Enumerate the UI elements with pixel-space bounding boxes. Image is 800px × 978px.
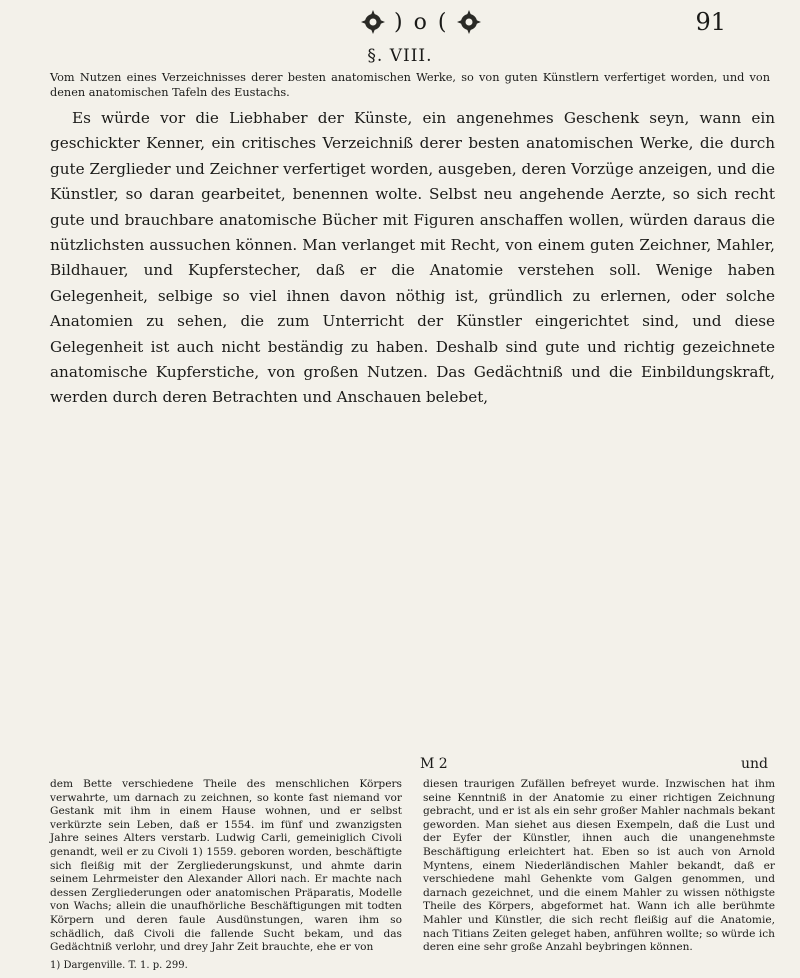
section-summary: Vom Nutzen eines Verzeichnisses derer besten anatomischen Werke, so von guten Künstlern verfertiget worden, und von denen anatomischen Tafeln des Eustachs. xyxy=(50,71,770,99)
main-paragraph: Es würde vor die Liebhaber der Künste, ein angenehmes Geschenk seyn, wann ein geschickter Kenner, ein critisches Verzeichniß derer besten anatomischen Werke, die durch gute Zerglieder und Zeichner verfertiget worden, ausgeben, deren Vorzüge anzeigen, und die Künstler, so daran gearbeitet, benennen wolte. Selbst neu angehende Aerzte, so sich recht gute und brauchbare anatomische Bücher mit Figuren anschaffen wollen, würden daraus die nützlichsten aussuchen können. Man verlanget mit Recht, von einem guten Zeichner, Mahler, Bildhauer, und Kupferstecher, daß er die Anatomie verstehen soll. Wenige haben Gelegenheit, selbige so viel ihnen davon nöthig ist, gründlich zu erlernen, oder solche Anatomien zu sehen, die zum Unterricht der Künstler eingerichtet sind, und diese Gelegenheit ist auch nicht beständig zu haben. Deshalb sind gute und richtig gezeichnete anatomische Kupferstiche, von großen Nutzen. Das Gedächtniß und die Einbildungskraft, werden durch deren Betrachten und Anschauen belebet, xyxy=(50,109,775,407)
fleuron-left-icon xyxy=(360,9,386,35)
running-head xyxy=(360,6,740,38)
head-ornament: ) o ( xyxy=(394,9,449,35)
signature-line xyxy=(420,756,780,772)
left-column: dem Bette verschiedene Theile des menschlichen Körpers verwahrte, um darnach zu zeichnen, so konte fast niemand vor Gestank mit ihm in einem Hause wohnen, und er selbst verkürzte sein Leben, daß er 1554. im fünf und zwanzigsten Jahre seines Alters verstarb. Ludwig Carli, gemeiniglich Civoli genandt, weil er zu Civoli 1) 1559. geboren worden, beschäftigte sich fleißig mit der Zergliederungskunst, und ahmte darin seinem Lehrmeister den Alexander Allori nach. Er machte nach dessen Zergliederungen oder anatomischen Präparatis, Modelle von Wachs; allein die unaufhörliche Beschäftigungen mit todten Körpern und deren faule Ausdünstungen, waren ihm so schädlich, daß Civoli die fallende Sucht bekam, und das Gedächtniß verlohr, und drey Jahr Zeit brauchte, ehe er von xyxy=(50,778,402,954)
section-heading: §. VIII. xyxy=(367,46,433,66)
signature-mark: M 2 xyxy=(420,756,448,772)
right-column: diesen traurigen Zufällen befreyet wurde. Inzwischen hat ihm seine Kenntniß in der Anatomie zu einer richtigen Zeichnung gebracht, und er ist als ein sehr großer Mahler nachmals bekant geworden. Man siehet aus diesen Exempeln, daß die Lust und der Eyfer der Künstler, ihnen auch die unangenehmste Beschäftigung erleichtert hat. Eben so ist auch von Arnold Myntens, einem Niederländischen Mahler bekandt, daß er verschiedene mahl Gehenkte vom Galgen genommen, und darnach gezeichnet, und die einem Mahler zu wissen nöthigste Theile des Körpers, abgeformet hat. Wann ich alle berühmte Mahler und Künstler, die sich recht fleißig auf die Anatomie, nach Titians Zeiten geleget haben, anführen wollte; so würde ich deren eine sehr große Anzahl beybringen können. xyxy=(423,778,775,954)
catchword: und xyxy=(741,756,768,772)
footnote: 1) Dargenville. T. 1. p. 299. xyxy=(50,960,188,971)
footnote-columns xyxy=(50,778,775,955)
fleuron-right-icon xyxy=(456,9,482,35)
page-number: 91 xyxy=(695,8,726,36)
